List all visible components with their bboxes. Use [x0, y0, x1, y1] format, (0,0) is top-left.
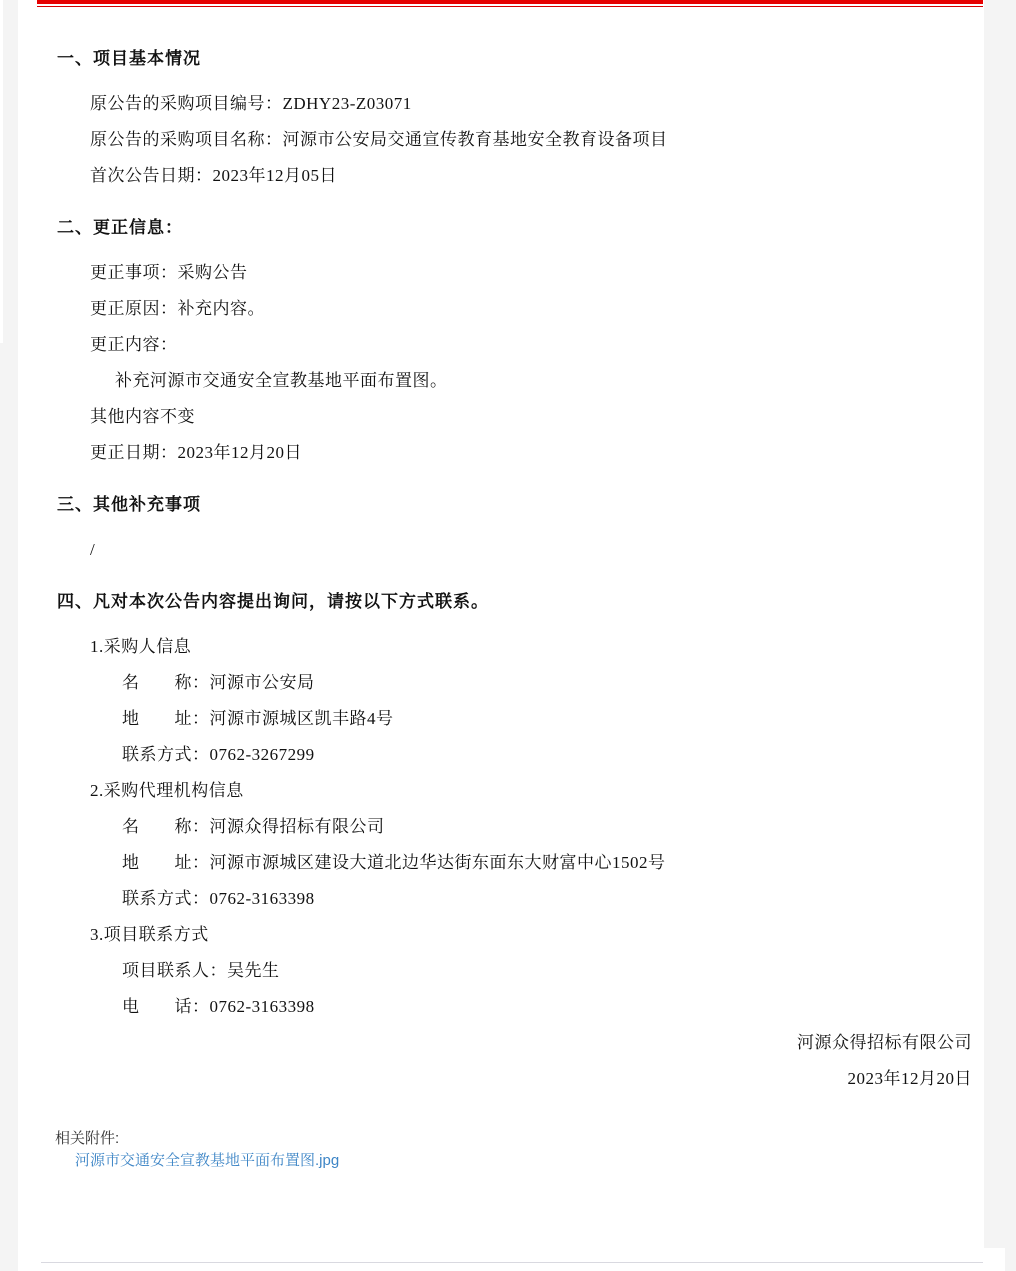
- attachment-link[interactable]: 河源市交通安全宣教基地平面布置图.jpg: [75, 1152, 340, 1169]
- supplement-placeholder: /: [90, 540, 96, 559]
- correction-content-label: 更正内容：: [90, 335, 178, 354]
- announcement-page: [18, 0, 984, 1271]
- right-margin-notch: [984, 1248, 1005, 1271]
- attachments-section: [18, 1128, 984, 1172]
- purchaser-address-line: 地 址：河源市源城区凯丰路4号: [122, 709, 394, 728]
- section-3-heading: 三、其他补充事项: [57, 495, 201, 514]
- section-1-heading: 一、项目基本情况: [57, 49, 201, 68]
- correction-date-line: 更正日期：2023年12月20日: [90, 443, 302, 462]
- signature-company: 河源众得招标有限公司: [797, 1033, 972, 1052]
- correction-content-detail: 补充河源市交通安全宣教基地平面布置图。: [115, 371, 448, 390]
- orig-project-name-line: 原公告的采购项目名称：河源市公安局交通宣传教育基地安全教育设备项目: [90, 130, 668, 149]
- correction-reason-line: 更正原因：补充内容。: [90, 299, 265, 318]
- project-contact-title: 3.项目联系方式: [90, 925, 209, 944]
- attachments-label: 相关附件:: [55, 1130, 120, 1147]
- announcement-body: [18, 0, 984, 1172]
- agency-address-line: 地 址：河源市源城区建设大道北边华达街东面东大财富中心1502号: [122, 853, 666, 872]
- left-margin-notch: [0, 0, 3, 343]
- correction-item-line: 更正事项：采购公告: [90, 263, 248, 282]
- purchaser-name-line: 名 称：河源市公安局: [122, 673, 315, 692]
- first-announce-date-line: 首次公告日期：2023年12月05日: [90, 166, 337, 185]
- signature-block: [18, 1033, 972, 1088]
- purchaser-info-title: 1.采购人信息: [90, 637, 192, 656]
- orig-project-number-line: 原公告的采购项目编号：ZDHY23-Z03071: [90, 94, 412, 113]
- agency-contact-line: 联系方式：0762-3163398: [122, 889, 315, 908]
- project-phone-line: 电 话：0762-3163398: [122, 997, 315, 1016]
- agency-info-title: 2.采购代理机构信息: [90, 781, 244, 800]
- signature-date: 2023年12月20日: [847, 1069, 972, 1088]
- bottom-divider: [41, 1262, 983, 1263]
- agency-name-line: 名 称：河源众得招标有限公司: [122, 817, 385, 836]
- section-4-heading: 四、凡对本次公告内容提出询问，请按以下方式联系。: [57, 592, 489, 611]
- purchaser-contact-line: 联系方式：0762-3267299: [122, 745, 315, 764]
- project-contact-person-line: 项目联系人：吴先生: [122, 961, 280, 980]
- other-content-unchanged-line: 其他内容不变: [90, 407, 195, 426]
- section-2-heading: 二、更正信息：: [57, 218, 183, 237]
- right-margin-strip: [984, 0, 1016, 1271]
